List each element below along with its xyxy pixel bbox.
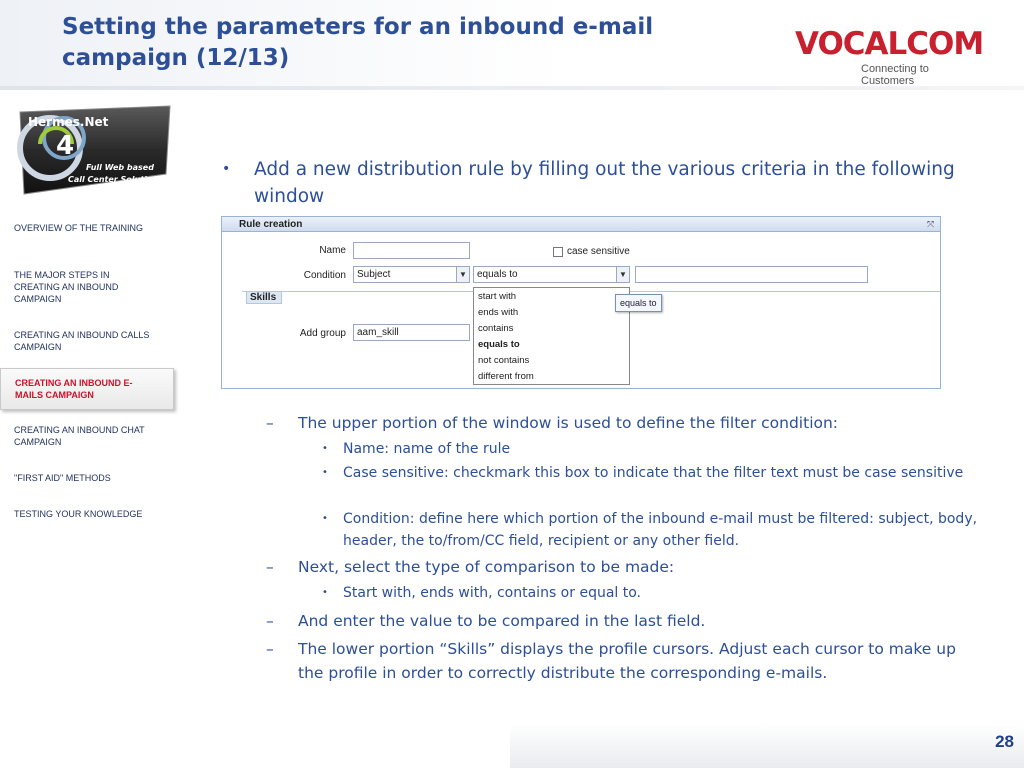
nav-item-inbound-chat[interactable]: CREATING AN INBOUND CHAT CAMPAIGN (14, 425, 145, 447)
expand-icon[interactable]: ⤧ (927, 219, 935, 229)
nav-item-inbound-calls[interactable]: CREATING AN INBOUND CALLS CAMPAIGN (14, 330, 150, 352)
hermes-net-badge-icon (6, 104, 174, 196)
add-group-label: Add group (299, 328, 346, 339)
badge-tagline-1: Full Web based (86, 163, 154, 172)
nav-item-testing[interactable]: TESTING YOUR KNOWLEDGE (14, 509, 143, 519)
comparison-select[interactable] (473, 266, 630, 283)
nav-item-overview[interactable]: OVERVIEW OF THE TRAINING (14, 223, 144, 233)
rule-window-title: Rule creation (222, 217, 941, 232)
dropdown-option-selected[interactable]: equals to (478, 339, 520, 350)
rule-creation-window (221, 216, 941, 389)
dropdown-option[interactable]: contains (478, 323, 514, 334)
dropdown-option[interactable]: not contains (478, 355, 530, 366)
nav-item-major-steps[interactable]: THE MAJOR STEPS IN CREATING AN INBOUND CAMPAIGN (14, 270, 119, 304)
bullet-dot-icon: • (322, 513, 328, 524)
chevron-down-icon[interactable]: ▼ (616, 267, 629, 282)
footer-band (510, 724, 1024, 768)
badge-version: 4 (56, 131, 75, 161)
add-group-input[interactable]: aam_skill (353, 324, 470, 341)
dash-icon: – (266, 612, 274, 630)
badge-tagline-2: Call Center Solution (68, 175, 158, 184)
dropdown-option[interactable]: ends with (478, 307, 519, 318)
name-label: Name (319, 245, 346, 256)
condition-field-value: Subject (357, 269, 391, 280)
bullet-dot-icon: • (322, 443, 328, 454)
dropdown-option[interactable]: different from (478, 371, 534, 382)
dash-icon: – (266, 640, 274, 658)
case-sensitive-label: case sensitive (567, 246, 630, 257)
nav-item-first-aid[interactable]: "FIRST AID" METHODS (14, 473, 111, 483)
main-bullet-text: Add a new distribution rule by filling out the various criteria in the following window (254, 159, 955, 207)
tooltip: equals to (615, 294, 662, 312)
dash-icon: – (266, 558, 274, 576)
name-input[interactable] (353, 242, 470, 259)
bullet-dot-icon: • (322, 467, 328, 478)
logo-tagline: Connecting to Customers (861, 63, 929, 87)
dropdown-option[interactable]: start with (478, 291, 517, 302)
page-number: 28 (995, 732, 1014, 751)
nav-item-inbound-emails[interactable]: CREATING AN INBOUND E-MAILS CAMPAIGN (0, 368, 174, 410)
slide-title: Setting the parameters for an inbound e-mail campaign (12/13) (62, 14, 654, 71)
vocalcom-logo (795, 26, 985, 87)
compare-text-input[interactable] (635, 266, 868, 283)
dash-icon: – (266, 414, 274, 432)
badge-brand: Hermes.Net (28, 115, 109, 129)
condition-label: Condition (303, 270, 346, 281)
bullet-dot-icon: • (322, 587, 328, 598)
chevron-down-icon[interactable]: ▼ (456, 267, 469, 282)
comparison-dropdown (473, 287, 630, 385)
condition-field-select[interactable] (353, 266, 470, 283)
logo-wordmark: VOCALCOM (795, 26, 984, 62)
skills-section-label[interactable]: Skills (246, 291, 282, 304)
comparison-value: equals to (477, 269, 518, 280)
bullet-dot-icon: • (222, 161, 231, 177)
case-sensitive-checkbox[interactable] (553, 247, 563, 257)
